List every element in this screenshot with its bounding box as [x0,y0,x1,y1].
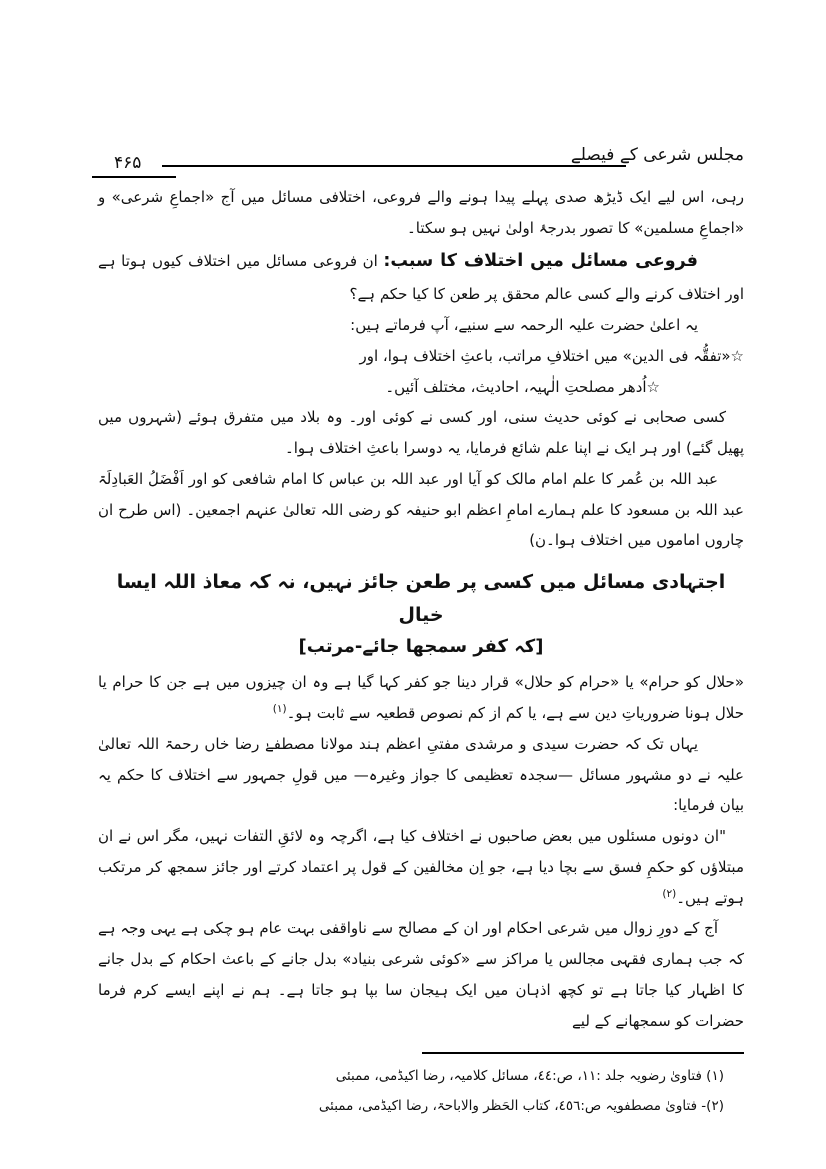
paragraph-listen: یہ اعلیٰ حضرت علیہ الرحمہ سے سنیے، آپ فرماتے ہیں: [350,316,698,335]
paragraph-abdullah: عبد اللہ بن عُمر کا علم امام مالک کو آیا اور عبد اللہ بن عباس کا امام شافعی کو اور اَفْضَلُ العَبادِلَۃ عبد اللہ بن مسعود کا علم ہمارے امامِ اعظم ابو حنیفہ کو رضی اللہ تعالیٰ عنہم اجمعین۔ (اس طرح ان چاروں اماموں میں اختلاف ہوا۔ن) [98,469,744,550]
bullet-text: «تفقُّہ فی الدین» میں اختلافِ مراتب، باعثِ اختلاف ہوا، اور [359,346,731,365]
bullet-item-2 [98,372,744,403]
paragraph-mufti: یہاں تک کہ حضرت سیدی و مرشدی مفتیِ اعظم ہند مولانا مصطفےٰ رضا خاں رحمۃ اللہ تعالیٰ علیہ نے دو مشہور مسائل —سجدہ تعظیمی کا جواز وغیرہ— میں قولِ جمہور سے اختلاف کا حکم یہ بیان فرمایا: [98,734,744,815]
center-heading-line2: [کہ کفر سمجھا جائے-مرتب] [298,635,544,657]
page-body [98,182,744,1036]
footnote-item: (۲)- فتاویٰ مصطفویہ ص:٤٥٦، کتاب الحَظر والاباحۃ، رضا اکیڈمی، ممبئی [318,1098,724,1115]
page-title: مجلس شرعی کے فیصلے [570,145,744,165]
paragraph-section-cause [98,244,744,311]
footnote-ref-1: (۱) [272,703,287,716]
paragraph-quote-text: "ان دونوں مسئلوں میں بعض صاحبوں نے اختلاف کیا ہے، اگرچہ وہ لائقِ التفات نہیں، مگر اس نے ان مبتلاؤں کو حکمِ فسق سے بچا دیا ہے، جو اِن مخالفین کے قول پر اعتماد کرتے اور جائز سمجھ کر مرتکب ہوتے ہیں۔ [98,827,744,907]
page-header [98,130,744,174]
header-rule [162,165,626,167]
footnotes [98,1054,744,1121]
section-question: ان فروعی مسائل میں اختلاف کیوں ہوتا ہے اور اختلاف کرنے والے کسی عالم محقق پر طعن کا کیا حکم ہے؟ [98,251,744,304]
footnote-item: (۱) فتاویٰ رضویہ جلد :۱۱، ص:٤٤، مسائل کلامیہ، رضا اکیڈمی، ممبئی [335,1068,724,1085]
star-icon: ☆ [730,346,744,365]
bullet-item-1 [98,341,744,372]
paragraph-intro: رہی، اس لیے ایک ڈیڑھ صدی پہلے پیدا ہونے والے فروعی، اختلافی مسائل میں آج «اجماعِ شرعی» و «اجماعِ مسلمین» کا تصور بدرجۂ اولیٰ نہیں ہو سکتا۔ [98,188,744,237]
paragraph-today: آج کے دورِ زوال میں شرعی احکام اور ان کے مصالح سے ناواقفی بہت عام ہو چکی ہے یہی وجہ ہے کہ جب ہماری فقہی مجالس یا مراکز سے «کوئی شرعی بنیاد» بدل جانے کے باعث احکام کے بدل جانے کا اظہار کیا جاتا ہے تو کچھ اذہان میں ایک ہیجان سا بپا ہو جاتا ہے۔ ہم نے اپنے ایسے کرم فرما حضرات کو سمجھانے کے لیے [98,919,744,1030]
paragraph-sahabi: کسی صحابی نے کوئی حدیث سنی، اور کسی نے کوئی اور۔ وہ بلاد میں متفرق ہوئے (شہروں میں پھیل گئے) اور ہر ایک نے اپنا علم شائع فرمایا، یہ دوسرا باعثِ اختلاف ہوا۔ [98,408,744,458]
paragraph-quote [98,821,744,913]
paragraph-halal [98,667,744,729]
bullet-text: اُدھر مصلحتِ الٰہیہ، احادیث، مختلف آئیں۔ [385,377,647,396]
star-icon: ☆ [646,377,660,396]
center-heading-line1: اجتہادی مسائل میں کسی پر طعن جائز نہیں، نہ کہ معاذ اللہ ایسا خیال [116,571,726,627]
footnote-ref-2: (۲) [662,887,677,900]
page-number: ۴۶۵ [114,153,142,173]
page-number-rule [92,176,176,178]
section-heading: فروعی مسائل میں اختلاف کا سبب: [383,250,698,271]
paragraph-halal-text: «حلال کو حرام» یا «حرام کو حلال» قرار دینا جو کفر کہا گیا ہے وہ ان چیزوں میں ہے جن کا حرام یا حلال ہونا ضروریاتِ دین سے ہے، یا کم از کم نصوص قطعیہ سے ثابت ہو۔ [98,673,744,723]
